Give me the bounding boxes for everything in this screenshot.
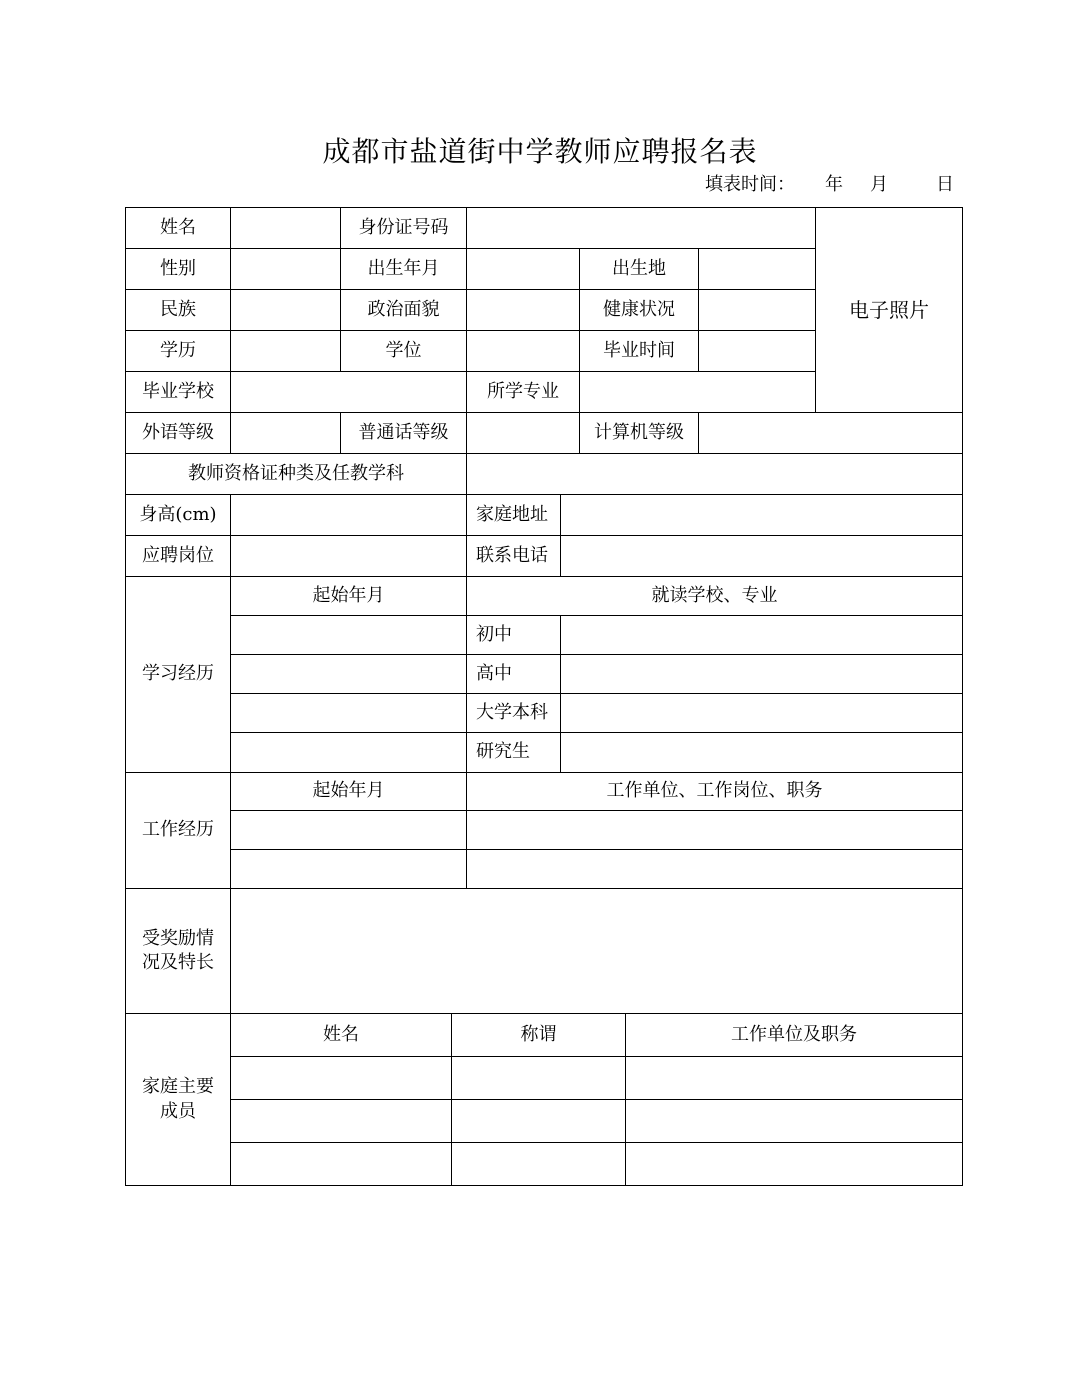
ethnicity-field[interactable] — [230, 289, 341, 331]
family-relation-field[interactable] — [451, 1099, 626, 1143]
family-relation-header: 称谓 — [451, 1013, 626, 1057]
family-unit-field[interactable] — [625, 1142, 963, 1186]
fill-time-year: 年 — [825, 174, 843, 195]
work-date-field[interactable] — [230, 810, 467, 850]
study-date-field[interactable] — [230, 693, 467, 733]
graduated-school-field[interactable] — [230, 371, 467, 413]
form-title: 成都市盐道街中学教师应聘报名表 — [322, 135, 758, 168]
family-unit-field[interactable] — [625, 1099, 963, 1143]
graduated-school-label: 毕业学校 — [125, 371, 231, 413]
ethnicity-label: 民族 — [125, 289, 231, 331]
health-label: 健康状况 — [579, 289, 699, 331]
phone-label: 联系电话 — [466, 535, 561, 577]
fill-time-month: 月 — [870, 174, 888, 195]
family-name-header: 姓名 — [230, 1013, 452, 1057]
work-unit-header: 工作单位、工作岗位、职务 — [466, 772, 963, 811]
teacher-cert-field[interactable] — [466, 453, 963, 495]
id-number-field[interactable] — [466, 207, 816, 249]
degree-label: 学位 — [340, 330, 467, 372]
study-school-field[interactable] — [560, 615, 963, 655]
name-label: 姓名 — [125, 207, 231, 249]
gender-label: 性别 — [125, 248, 231, 290]
height-label: 身高(cm) — [125, 494, 231, 536]
family-unit-header: 工作单位及职务 — [625, 1013, 963, 1057]
family-name-field[interactable] — [230, 1056, 452, 1100]
photo-box[interactable]: 电子照片 — [815, 207, 963, 413]
work-unit-field[interactable] — [466, 849, 963, 889]
work-unit-field[interactable] — [466, 810, 963, 850]
political-status-label: 政治面貌 — [340, 289, 467, 331]
phone-field[interactable] — [560, 535, 963, 577]
major-label: 所学专业 — [466, 371, 580, 413]
home-address-field[interactable] — [560, 494, 963, 536]
study-school-field[interactable] — [560, 732, 963, 773]
study-school-field[interactable] — [560, 693, 963, 733]
political-status-field[interactable] — [466, 289, 580, 331]
education-field[interactable] — [230, 330, 341, 372]
position-field[interactable] — [230, 535, 467, 577]
family-label-line1: 家庭主要 — [142, 1076, 214, 1098]
degree-field[interactable] — [466, 330, 580, 372]
education-label: 学历 — [125, 330, 231, 372]
foreign-language-label: 外语等级 — [125, 412, 231, 454]
teacher-cert-label: 教师资格证种类及任教学科 — [125, 453, 467, 495]
health-field[interactable] — [698, 289, 816, 331]
fill-time — [705, 170, 956, 196]
home-address-label: 家庭地址 — [466, 494, 561, 536]
birth-date-label: 出生年月 — [340, 248, 467, 290]
family-label — [125, 1013, 231, 1186]
fill-time-label: 填表时间： — [705, 174, 795, 195]
work-label: 工作经历 — [125, 772, 231, 889]
awards-label — [125, 888, 231, 1014]
graduation-time-field[interactable] — [698, 330, 816, 372]
family-relation-field[interactable] — [451, 1056, 626, 1100]
awards-label-line2: 况及特长 — [142, 952, 214, 973]
family-relation-field[interactable] — [451, 1142, 626, 1186]
birth-date-field[interactable] — [466, 248, 580, 290]
study-label: 学习经历 — [125, 576, 231, 773]
study-level-junior: 初中 — [466, 615, 561, 655]
study-date-field[interactable] — [230, 615, 467, 655]
family-name-field[interactable] — [230, 1099, 452, 1143]
height-field[interactable] — [230, 494, 467, 536]
mandarin-level-label: 普通话等级 — [340, 412, 467, 454]
awards-field[interactable] — [230, 888, 963, 1014]
position-label: 应聘岗位 — [125, 535, 231, 577]
fill-time-day: 日 — [936, 174, 954, 195]
mandarin-level-field[interactable] — [466, 412, 580, 454]
study-level-bachelor: 大学本科 — [466, 693, 561, 733]
work-date-header: 起始年月 — [230, 772, 467, 811]
computer-level-label: 计算机等级 — [579, 412, 699, 454]
awards-label-line1: 受奖励情 — [142, 927, 214, 949]
study-school-header: 就读学校、专业 — [466, 576, 963, 616]
computer-level-field[interactable] — [698, 412, 963, 454]
study-level-graduate: 研究生 — [466, 732, 561, 773]
birthplace-label: 出生地 — [579, 248, 699, 290]
id-number-label: 身份证号码 — [340, 207, 467, 249]
family-unit-field[interactable] — [625, 1056, 963, 1100]
gender-field[interactable] — [230, 248, 341, 290]
work-date-field[interactable] — [230, 849, 467, 889]
family-label-line2: 成员 — [160, 1100, 196, 1122]
foreign-language-field[interactable] — [230, 412, 341, 454]
family-name-field[interactable] — [230, 1142, 452, 1186]
study-date-field[interactable] — [230, 732, 467, 773]
major-field[interactable] — [579, 371, 816, 413]
study-level-senior: 高中 — [466, 654, 561, 694]
name-field[interactable] — [230, 207, 341, 249]
graduation-time-label: 毕业时间 — [579, 330, 699, 372]
birthplace-field[interactable] — [698, 248, 816, 290]
study-school-field[interactable] — [560, 654, 963, 694]
study-date-field[interactable] — [230, 654, 467, 694]
study-date-header: 起始年月 — [230, 576, 467, 616]
